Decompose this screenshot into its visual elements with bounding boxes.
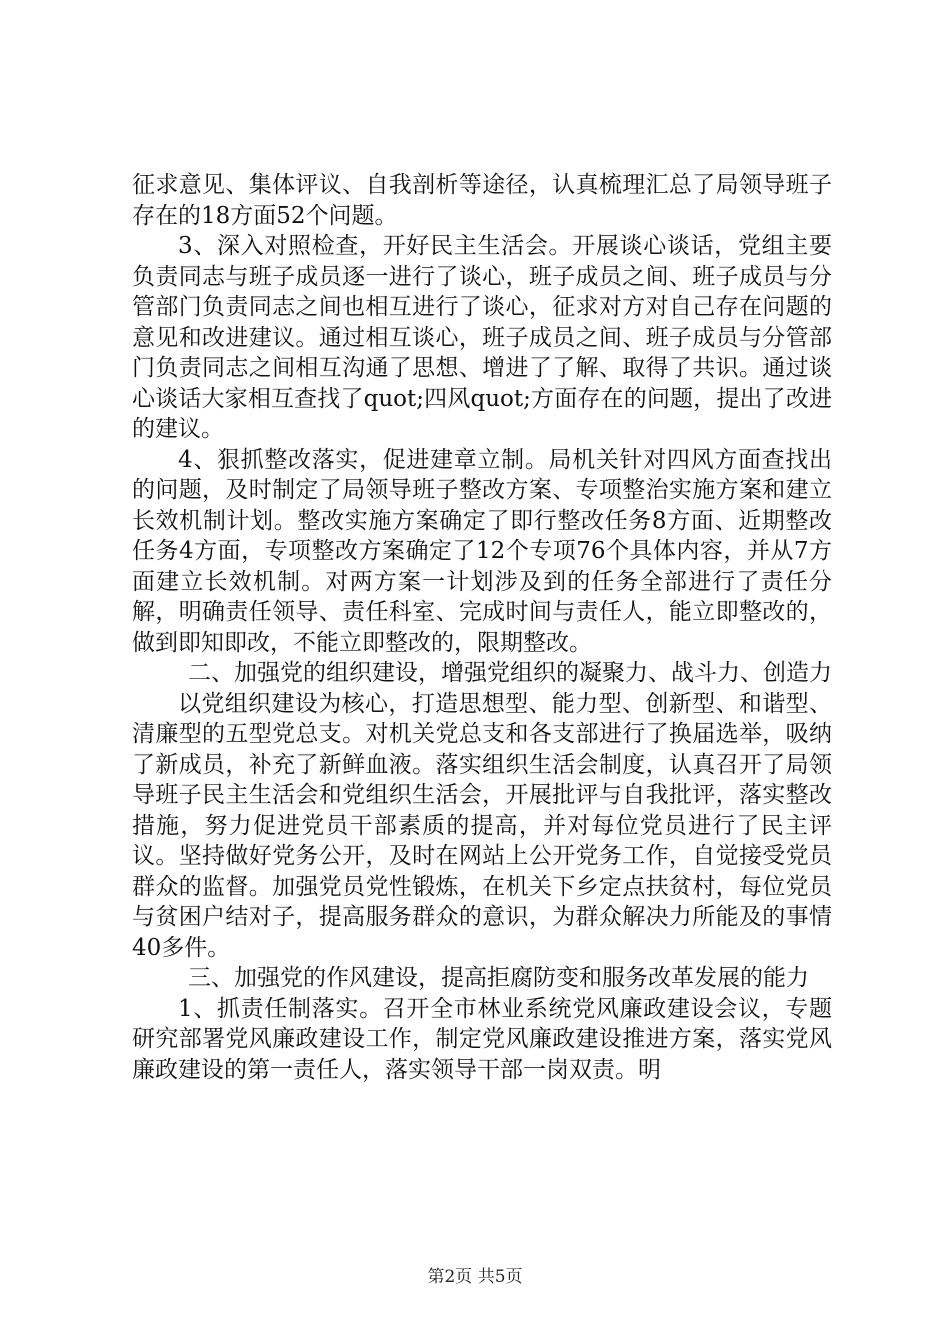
paragraph-item-3: 3、深入对照检查，开好民主生活会。开展谈心谈话，党组主要负责同志与班子成员逐一进行了谈心，班子成员之间、班子成员与分管部门负责同志之间也相互进行了谈心，征求对方对自己存在问题的意见和改进建议。通过相互谈心，班子成员之间、班子成员与分管部门负责同志之间相互沟通了思想、增进了了解、取得了共识。通过谈心谈话大家相互查找了quot;四风quot;方面存在的问题，提出了改进的建议。 xyxy=(132,233,832,442)
document-body xyxy=(132,170,832,1085)
paragraph-continuation: 征求意见、集体评议、自我剖析等途径，认真梳理汇总了局领导班子存在的18方面52个问题。 xyxy=(132,172,832,229)
page-number-footer: 第2页 共5页 xyxy=(427,1267,523,1287)
section-heading-2: 二、加强党的组织建设，增强党组织的凝聚力、战斗力、创造力 xyxy=(188,660,832,686)
paragraph-organization: 以党组织建设为核心，打造思想型、能力型、创新型、和谐型、清廉型的五型党总支。对机关党总支和各支部进行了换届选举，吸纳了新成员，补充了新鲜血液。落实组织生活会制度，认真召开了局领导班子民主生活会和党组织生活会，开展批评与自我批评，落实整改措施，努力促进党员干部素质的提高，并对每位党员进行了民主评议。坚持做好党务公开，及时在网站上公开党务工作，自觉接受党员群众的监督。加强党员党性锻炼，在机关下乡定点扶贫村，每位党员与贫困户结对子，提高服务群众的意识，为群众解决力所能及的事情40多件。 xyxy=(132,690,832,961)
paragraph-responsibility: 1、抓责任制落实。召开全市林业系统党风廉政建设会议，专题研究部署党风廉政建设工作，制定党风廉政建设推进方案，落实党风廉政建设的第一责任人，落实领导干部一岗双责。明 xyxy=(132,995,832,1083)
paragraph-item-4: 4、狠抓整改落实，促进建章立制。局机关针对四风方面查找出的问题，及时制定了局领导班子整改方案、专项整治实施方案和建立长效机制计划。整改实施方案确定了即行整改任务8方面、近期整改任务4方面，专项整改方案确定了12个专项76个具体内容，并从7方面建立长效机制。对两方案一计划涉及到的任务全部进行了责任分解，明确责任领导、责任科室、完成时间与责任人，能立即整改的，做到即知即改，不能立即整改的，限期整改。 xyxy=(132,446,832,656)
section-heading-3: 三、加强党的作风建设，提高拒腐防变和服务改革发展的能力 xyxy=(188,965,809,991)
